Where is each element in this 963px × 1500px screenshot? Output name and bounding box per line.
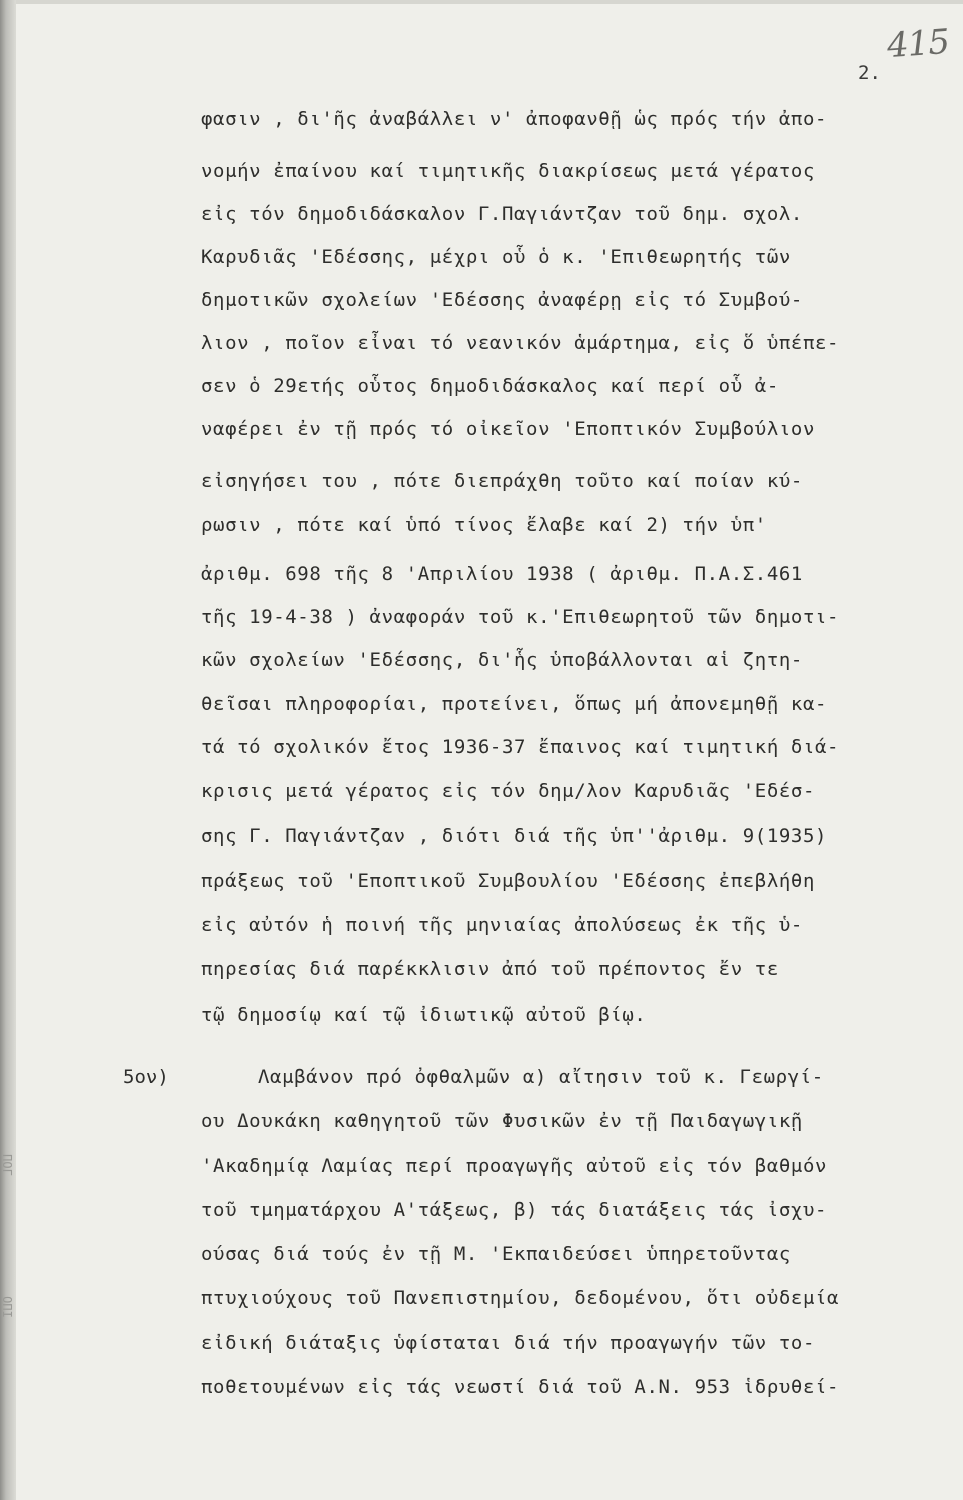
text-line: εἰς αὐτόν ἡ ποινή τῆς μηνιαίας ἀπολύσεως ἐκ τῆς ὑ- xyxy=(201,914,803,936)
text-line: νομήν ἐπαίνου καί τιμητικῆς διακρίσεως μετά γέρατος xyxy=(201,160,815,182)
text-line: δημοτικῶν σχολείων 'Εδέσσης ἀναφέρῃ εἰς τό Συμβού- xyxy=(201,289,803,311)
text-line: εἰς τόν δημοδιδάσκαλον Γ.Παγιάντζαν τοῦ δημ. σχολ. xyxy=(201,203,803,225)
text-line: τοῦ τμηματάρχου Α'τάξεως, β) τάς διατάξεις τάς ἰσχυ- xyxy=(201,1199,828,1221)
text-line: πράξεως τοῦ 'Εποπτικοῦ Συμβουλίου 'Εδέσσης ἐπεβλήθη xyxy=(201,870,815,892)
text-line: ναφέρει ἐν τῇ πρός τό οἰκεῖον 'Εποπτικόν Συμβούλιον xyxy=(201,418,815,440)
text-line: ἀριθμ. 698 τῆς 8 'Απριλίου 1938 ( ἀριθμ. Π.Α.Σ.461 xyxy=(201,563,803,585)
margin-mark: ΠΟΓ xyxy=(0,1154,14,1176)
text-line: πτυχιούχους τοῦ Πανεπιστημίου, δεδομένου, ὅτι οὐδεμία xyxy=(201,1287,840,1309)
text-line: κρισις μετά γέρατος εἰς τόν δημ/λον Καρυδιᾶς 'Εδέσ- xyxy=(201,780,815,802)
text-line: τῆς 19-4-38 ) ἀναφοράν τοῦ κ.'Επιθεωρητοῦ τῶν δημοτι- xyxy=(201,606,840,628)
text-line: τῷ δημοσίῳ καί τῷ ἰδιωτικῷ αὐτοῦ βίῳ. xyxy=(201,1004,647,1026)
page-number: 2. xyxy=(858,62,881,84)
text-line: Καρυδιᾶς 'Εδέσσης, μέχρι οὗ ὁ κ. 'Επιθεωρητής τῶν xyxy=(201,246,791,268)
top-edge xyxy=(0,0,963,4)
text-line: εἰδική διάταξις ὑφίσταται διά τήν προαγωγήν τῶν το- xyxy=(201,1332,815,1354)
binding-edge xyxy=(0,0,16,1500)
text-line: ούσας διά τούς ἐν τῇ Μ. 'Εκπαιδεύσει ὑπηρετοῦντας xyxy=(201,1243,791,1265)
handwritten-folio-number: 415 xyxy=(885,21,951,67)
text-line: σης Γ. Παγιάντζαν , διότι διά τῆς ὑπ''ἀριθμ. 9(1935) xyxy=(201,825,828,847)
text-line: ρωσιν , πότε καί ὑπό τίνος ἔλαβε καί 2) τήν ὑπ' xyxy=(201,514,767,536)
margin-mark: ΟΠΙ xyxy=(0,1296,14,1318)
text-line: Λαμβάνον πρό ὀφθαλμῶν α) αἴτησιν τοῦ κ. Γεωργί- xyxy=(258,1066,824,1088)
text-line: τά τό σχολικόν ἔτος 1936-37 ἔπαινος καί τιμητική διά- xyxy=(201,736,840,758)
text-line: φασιν , δι'ῆς ἀναβάλλει ν' ἀποφανθῇ ὡς πρός τήν ἀπο- xyxy=(201,108,828,130)
text-line: σεν ὁ 29ετής οὗτος δημοδιδάσκαλος καί περί οὗ ἀ- xyxy=(201,375,779,397)
text-line: πηρεσίας διά παρέκκλισιν ἀπό τοῦ πρέποντος ἔν τε xyxy=(201,958,779,980)
section-label: 5ον) xyxy=(123,1066,169,1088)
text-line: θεῖσαι πληροφορίαι, προτείνει, ὅπως μή ἀπονεμηθῇ κα- xyxy=(201,693,828,715)
text-line: κῶν σχολείων 'Εδέσσης, δι'ἧς ὑποβάλλονται αἱ ζητη- xyxy=(201,649,803,671)
text-line: 'Ακαδημίᾳ Λαμίας περί προαγωγῆς αὐτοῦ εἰς τόν βαθμόν xyxy=(201,1155,828,1177)
text-line: εἰσηγήσει του , πότε διεπράχθη τοῦτο καί ποίαν κύ- xyxy=(201,470,803,492)
text-line: ου Δουκάκη καθηγητοῦ τῶν Φυσικῶν ἐν τῇ Παιδαγωγικῇ xyxy=(201,1110,803,1132)
text-line: λιον , ποῖον εἶναι τό νεανικόν ἁμάρτημα, εἰς ὅ ὑπέπε- xyxy=(201,332,840,354)
text-line: ποθετουμένων εἰς τάς νεωστί διά τοῦ Α.Ν. 953 ἱδρυθεί- xyxy=(201,1376,840,1398)
